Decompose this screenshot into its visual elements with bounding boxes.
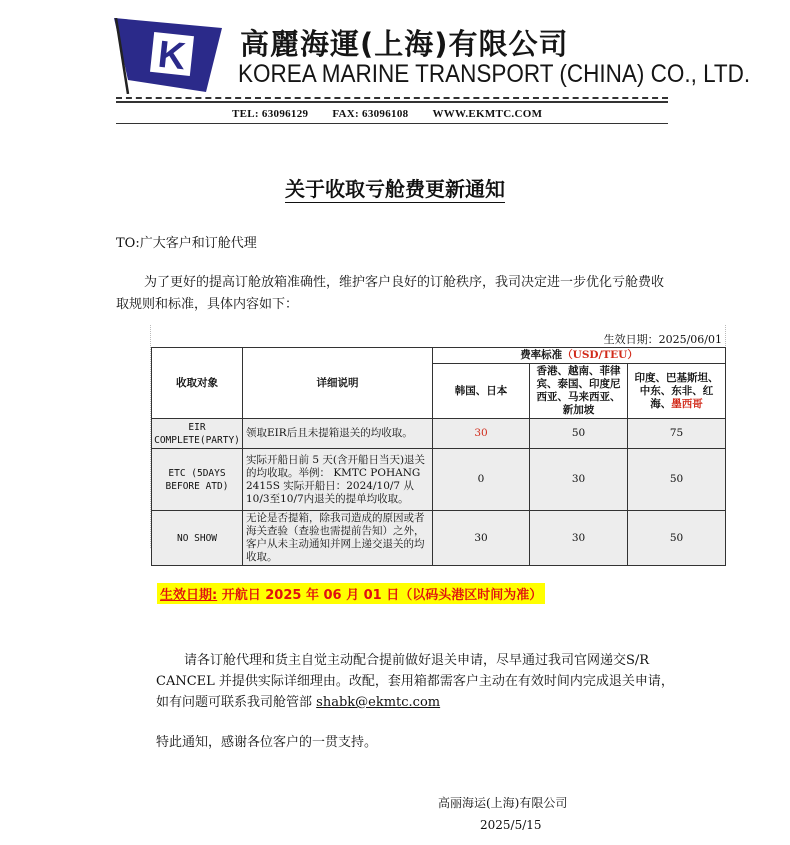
logo-letter: K bbox=[155, 33, 188, 79]
contact-web: WWW.EKMTC.COM bbox=[432, 108, 543, 120]
row-rate-region-2: 50 bbox=[530, 419, 628, 449]
row-rate-region-1: 0 bbox=[433, 449, 530, 511]
header-rate-unit: （USD/TEU） bbox=[562, 349, 638, 361]
notice-title bbox=[0, 173, 790, 202]
header-region-3-mexico: 墨西哥 bbox=[671, 397, 703, 410]
row-rate-region-1: 30 bbox=[433, 511, 530, 566]
table-effective-date: 生效日期：2025/06/01 bbox=[603, 333, 722, 346]
signature-date: 2025/5/15 bbox=[480, 818, 542, 832]
notice-paragraph bbox=[156, 650, 676, 713]
notice-title-text: 关于收取亏舱费更新通知 bbox=[285, 177, 505, 201]
closing-line: 特此通知，感谢各位客户的一贯支持。 bbox=[156, 735, 378, 750]
header-region-3 bbox=[628, 364, 726, 419]
header-rate bbox=[433, 348, 726, 364]
letterhead-solid-rule bbox=[116, 101, 668, 103]
signature-company: 高丽海运(上海)有限公司 bbox=[438, 796, 568, 810]
row-rate-region-2: 30 bbox=[530, 511, 628, 566]
header-rate-label: 费率标准 bbox=[520, 349, 563, 361]
row-rate-region-2: 30 bbox=[530, 449, 628, 511]
row-description: 无论是否提箱，除我司造成的原因或者海关查验（查验也需提前告知）之外，客户从未主动通知并网上递交退关的均收取。 bbox=[243, 511, 433, 566]
table-row bbox=[152, 419, 726, 449]
header-region-1: 韩国、日本 bbox=[433, 364, 530, 419]
table-row bbox=[152, 449, 726, 511]
fee-table-section bbox=[150, 325, 726, 563]
effective-date-banner bbox=[157, 583, 545, 604]
contact-fax: FAX: 63096108 bbox=[332, 108, 409, 120]
header-description: 详细说明 bbox=[243, 348, 433, 419]
row-item: EIR COMPLETE(PARTY) bbox=[152, 419, 243, 449]
notice-paragraph-text: 请各订舱代理和货主自觉主动配合提前做好退关申请，尽早通过我司官网递交S/R CANCEL 并提供实际详细理由。改配，套用箱都需客户主动在有效时间内完成退关申请，如有问题可联系我司舱管部 bbox=[156, 653, 674, 710]
row-rate-region-1: 30 bbox=[433, 419, 530, 449]
fee-table bbox=[151, 347, 726, 566]
contact-tel: TEL: 63096129 bbox=[232, 108, 309, 120]
row-item: NO SHOW bbox=[152, 511, 243, 566]
row-item: ETC (5DAYS BEFORE ATD) bbox=[152, 449, 243, 511]
letterhead-dashed-rule bbox=[116, 97, 668, 99]
contact-line bbox=[232, 108, 566, 120]
recipient-line: TO:广大客户和订舱代理 bbox=[116, 236, 257, 251]
company-name-chinese: 高麗海運(上海)有限公司 bbox=[240, 27, 569, 61]
header-item: 收取对象 bbox=[152, 348, 243, 419]
row-rate-region-3: 75 bbox=[628, 419, 726, 449]
contact-email-link[interactable]: shabk@ekmtc.com bbox=[316, 695, 441, 710]
effective-date-text: 开航日 2025 年 06 月 01 日（以码头港区时间为准） bbox=[221, 588, 543, 603]
header-region-2: 香港、越南、菲律宾、泰国、印度尼西亚、马来西亚、新加坡 bbox=[530, 364, 628, 419]
intro-paragraph: 为了更好的提高订舱放箱准确性，维护客户良好的订舱秩序，我司决定进一步优化亏舱费收取规则和标准，具体内容如下： bbox=[116, 275, 665, 312]
letterhead-bottom-rule bbox=[116, 123, 668, 124]
table-row bbox=[152, 511, 726, 566]
row-rate-region-3: 50 bbox=[628, 511, 726, 566]
header-region-3-label: 印度、巴基斯坦、中东、东非、红海、 bbox=[634, 371, 719, 410]
row-description: 实际开船日前 5 天(含开船日当天)退关的均收取。举例： KMTC POHANG 2415S 实际开船日：2024/10/7 从10/3至10/7内退关的提单均收取。 bbox=[243, 449, 433, 511]
company-name-english: KOREA MARINE TRANSPORT (CHINA) CO., LTD. bbox=[238, 60, 751, 88]
company-logo bbox=[114, 18, 222, 94]
row-description: 领取EIR后且未提箱退关的均收取。 bbox=[243, 419, 433, 449]
row-rate-region-3: 50 bbox=[628, 449, 726, 511]
effective-date-label: 生效日期: bbox=[160, 588, 218, 603]
